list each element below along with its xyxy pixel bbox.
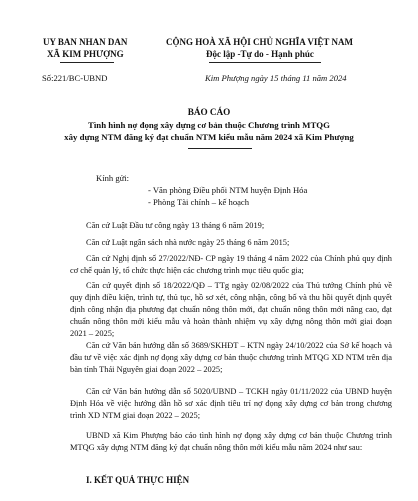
place-and-date: Kim Phượng ngày 15 tháng 11 năm 2024: [205, 73, 347, 83]
body-paragraph: Căn cứ Luật ngân sách nhà nước ngày 25 tháng 6 năm 2015;: [86, 238, 290, 247]
body-paragraph: UBND xã Kim Phượng báo cáo tình hình nợ đọng xây dựng cơ bản thuộc Chương trình MTQG xây dựng NTM đăng ký đạt chuẩn nông thôn mới kiểu mẫu năm 2024 như sau:: [70, 431, 392, 453]
title-underline: [188, 148, 252, 149]
report-title-line1: Tình hình nợ đọng xây dựng cơ bản thuộc Chương trình MTQG: [88, 120, 330, 130]
recipients-label: Kính gửi:: [96, 173, 130, 183]
report-heading: BÁO CÁO: [187, 107, 231, 117]
document-number: Số:221/BC-UBND: [42, 73, 108, 83]
issuing-authority-line2: XÃ KIM PHƯỢNG: [47, 49, 124, 59]
body-paragraph: Căn cứ quyết định số 18/2022/QĐ – TTg ngày 02/08/2022 của Thủ tướng Chính phủ về quy định điều kiện, trình tự, thủ tục, hồ sơ xét, công nhận, công bố và thu hồi quyết định quyết định công nhận địa phương đạt chuẩn nông thôn mới, đạt chuẩn nông thôn mới nâng cao, đạt chuẩn nông thôn mới kiểu mẫu và hoàn thành nhiệm vụ xây dựng nông thôn mới giai đoạn 2021 – 2025;: [70, 281, 392, 339]
national-motto: Độc lập -Tự do - Hạnh phúc: [206, 49, 314, 59]
report-title-line2: xây dựng NTM đăng ký đạt chuẩn NTM kiểu mẫu năm 2024 xã Kim Phượng: [64, 132, 354, 142]
recipient-item: - Văn phòng Điều phối NTM huyện Định Hóa: [148, 185, 308, 195]
recipient-item: - Phòng Tài chính – kế hoạch: [148, 197, 250, 207]
motto-underline: [209, 62, 321, 63]
authority-underline: [60, 62, 114, 63]
body-paragraph: Căn cứ Nghị định số 27/2022/NĐ- CP ngày 19 tháng 4 năm 2022 của Chính phủ quy định cơ chế quản lý, tổ chức thực hiện các chương trình mục tiêu quốc gia;: [70, 254, 392, 276]
body-paragraph: Căn cứ Luật Đầu tư công ngày 13 tháng 6 năm 2019;: [86, 221, 265, 230]
section-heading: I. KẾT QUẢ THỰC HIỆN: [86, 475, 190, 485]
body-paragraph: Căn cứ Văn bản hướng dẫn số 3689/SKHĐT – KTN ngày 24/10/2022 của Sở kế hoạch và đầu tư về việc xác định nợ đọng xây dựng cơ bản thuộc chương trình MTQG XD NTM trên địa bàn tỉnh Thái Nguyên giai đoạn 2022 – 2025;: [70, 341, 392, 375]
issuing-authority-line1: UY BAN NHAN DAN: [43, 37, 128, 47]
body-paragraph: Căn cứ Văn bản hướng dẫn số 5020/UBND – TCKH ngày 01/11/2022 của UBND huyện Định Hóa về việc hướng dẫn hồ sơ xác định tiêu trí nợ đọng xây dựng cơ bản trong chương trình XD NTM giai đoạn 2022 – 2025;: [70, 387, 392, 421]
national-title: CỘNG HOÀ XÃ HỘI CHỦ NGHĨA VIỆT NAM: [166, 37, 353, 47]
